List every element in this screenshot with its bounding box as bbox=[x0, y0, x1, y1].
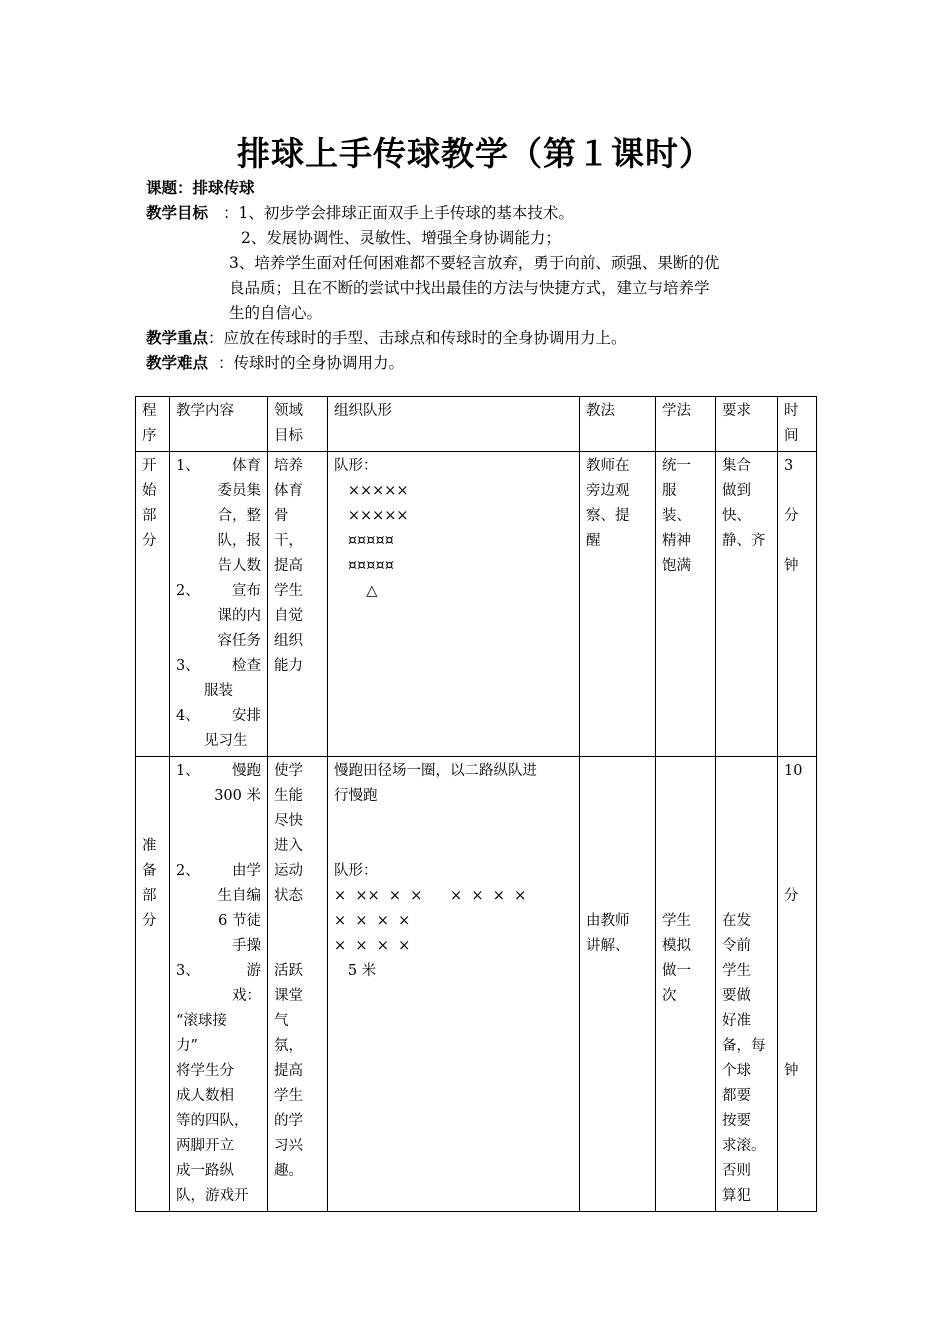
header-time: 时 间 bbox=[778, 397, 817, 452]
objectives-sep: ： bbox=[222, 204, 239, 222]
require-start: 集合 做到 快、 静、齐 bbox=[716, 452, 778, 757]
objective-1: 1、初步学会排球正面双手上手传球的基本技术。 bbox=[238, 204, 574, 222]
document-title: 排球上手传球教学（第１课时） bbox=[237, 134, 713, 173]
content-start: 1、 体育 委员集 合，整 队，报 告人数 2、 宣布 课的内 容任务 3、 检查 服装 4、 安排 见习生 bbox=[170, 452, 268, 757]
difficulty-line bbox=[146, 351, 816, 376]
stage-start: 开 始 部 分 bbox=[136, 452, 170, 757]
formation-prep: 慢跑田径场一圈，以二路纵队进 行慢跑 队形： × ×× × × × × × × × × × × × × × × 5 米 bbox=[328, 757, 580, 1212]
header-content: 教学内容 bbox=[170, 397, 268, 452]
header-study: 学法 bbox=[656, 397, 716, 452]
subject-label: 课题：排球传球 bbox=[146, 179, 255, 197]
study-prep: 学生 模拟 做一 次 bbox=[656, 757, 716, 1212]
table-row bbox=[136, 452, 817, 757]
subject-line bbox=[146, 176, 816, 201]
study-start: 统一 服 装、 精神 饱满 bbox=[656, 452, 716, 757]
header-formation: 组织队形 bbox=[328, 397, 580, 452]
focus-label: 教学重点 bbox=[146, 329, 209, 347]
objective-3a: 3、培养学生面对任何困难都不要轻言放弃，勇于向前、顽强、果断的优 bbox=[229, 254, 720, 272]
focus-line bbox=[146, 326, 816, 351]
require-prep: 在发 令前 学生 要做 好准 备，每 个球 都要 按要 求滚。 否则 算犯 bbox=[716, 757, 778, 1212]
header-method: 教法 bbox=[580, 397, 656, 452]
time-prep: 10 分 钟 bbox=[778, 757, 817, 1212]
difficulty-text: ：传球时的全身协调用力。 bbox=[218, 354, 405, 372]
header-require: 要求 bbox=[716, 397, 778, 452]
objective-3b: 良品质；且在不断的尝试中找出最佳的方法与快捷方式，建立与培养学 bbox=[229, 279, 710, 297]
focus-text: ：应放在传球时的手型、击球点和传球时的全身协调用力上。 bbox=[208, 329, 627, 347]
content-prep: 1、 慢跑 300 米 2、 由学 生自编 6 节徒 手操 3、 游 戏： “滚球接 力” 将学生分 成人数相 等的四队， 两脚开立 成一路纵 队，游戏开 bbox=[170, 757, 268, 1212]
objectives-line-1 bbox=[146, 201, 816, 226]
header-goal: 领域 目标 bbox=[268, 397, 328, 452]
goal-prep: 使学 生能 尽快 进入 运动 状态 活跃 课堂 气 氛， 提高 学生 的学 习兴 趣。 bbox=[268, 757, 328, 1212]
difficulty-label: 教学难点 bbox=[146, 354, 209, 372]
table-row bbox=[136, 757, 817, 1212]
table-header-row bbox=[136, 397, 817, 452]
method-prep: 由教师 讲解、 bbox=[580, 757, 656, 1212]
formation-start: 队形： ××××× ××××× ¤¤¤¤¤ ¤¤¤¤¤ △ bbox=[328, 452, 580, 757]
time-start: 3 分 钟 bbox=[778, 452, 817, 757]
objective-3c: 生的自信心。 bbox=[229, 304, 323, 322]
lesson-plan-table bbox=[135, 396, 817, 1212]
header-stage: 程 序 bbox=[136, 397, 170, 452]
objective-2: 2、发展协调性、灵敏性、增强全身协调能力； bbox=[241, 229, 561, 247]
method-start: 教师在 旁边观 察、提 醒 bbox=[580, 452, 656, 757]
goal-start: 培养 体育 骨 干， 提高 学生 自觉 组织 能力 bbox=[268, 452, 328, 757]
objectives-label: 教学目标 bbox=[146, 204, 209, 222]
stage-prep: 准 备 部 分 bbox=[136, 757, 170, 1212]
lesson-meta bbox=[146, 176, 816, 376]
